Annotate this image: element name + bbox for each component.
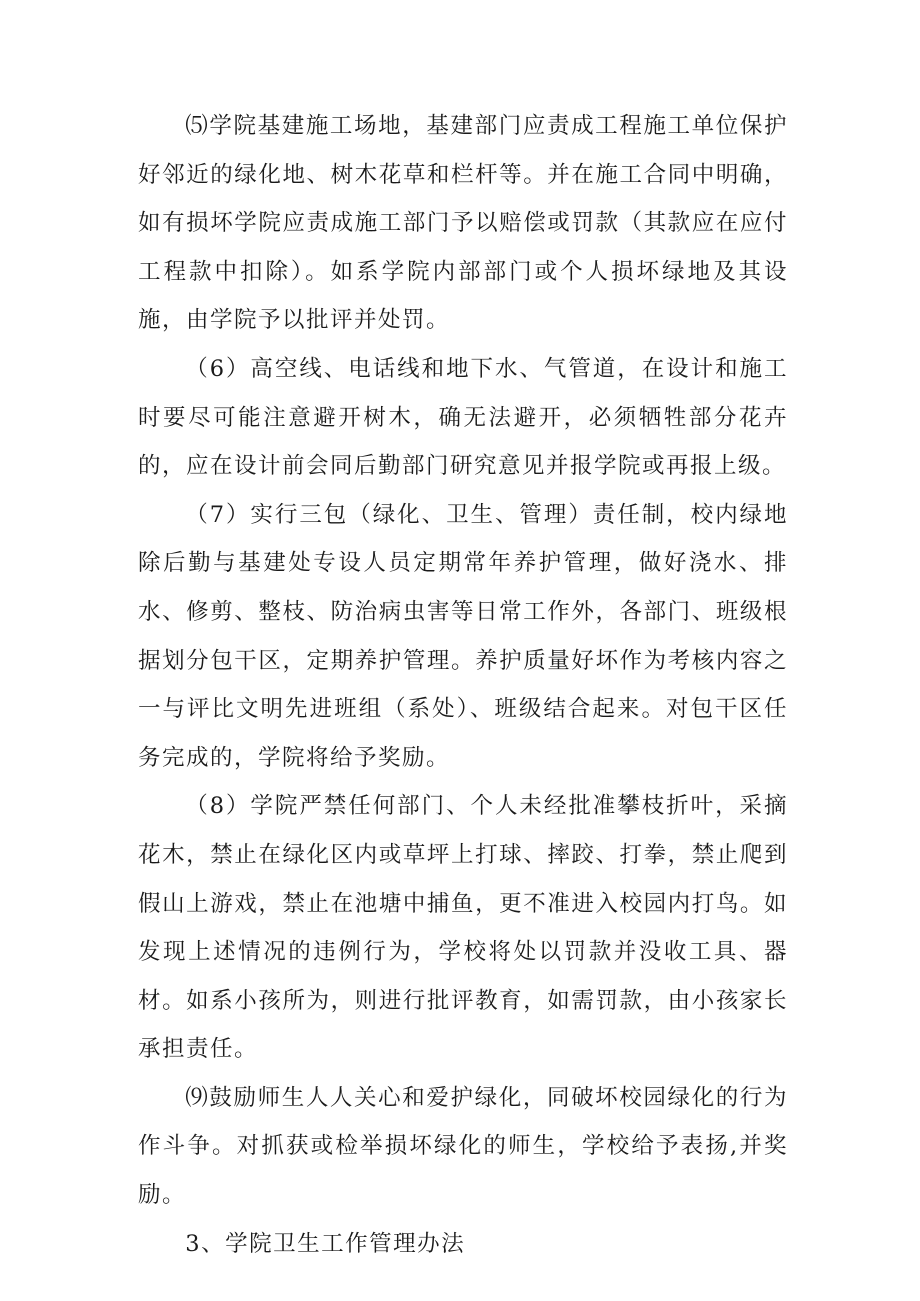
document-body [138, 102, 788, 1268]
paragraph-item-6: （6）高空线、电话线和地下水、气管道，在设计和施工时要尽可能注意避开树木，确无法避开，必须牺牲部分花卉的，应在设计前会同后勤部门研究意见并报学院或再报上级。 [138, 355, 788, 480]
section-heading: 3、学院卫生工作管理办法 [185, 1230, 466, 1257]
paragraph-item-8: （8）学院严禁任何部门、个人未经批准攀枝折叶，采摘花木，禁止在绿化区内或草坪上打球、摔跤、打拳，禁止爬到假山上游戏，禁止在池塘中捕鱼，更不准进入校园内打鸟。如发现上述情况的违例行为，学校将处以罚款并没收工具、器材。如系小孩所为，则进行批评教育，如需罚款，由小孩家长承担责任。 [138, 793, 788, 1063]
paragraph-item-7: （7）实行三包（绿化、卫生、管理）责任制，校内绿地除后勤与基建处专设人员定期常年养护管理，做好浇水、排水、修剪、整枝、防治病虫害等日常工作外，各部门、班级根据划分包干区，定期养护管理。养护质量好坏作为考核内容之一与评比文明先进班组（系处）、班级结合起来。对包干区任务完成的，学院将给予奖励。 [138, 501, 788, 771]
paragraph-item-5: ⑸学院基建施工场地，基建部门应责成工程施工单位保护好邻近的绿化地、树木花草和栏杆等。并在施工合同中明确，如有损坏学院应责成施工部门予以赔偿或罚款（其款应在应付工程款中扣除）。如系学院内部部门或个人损坏绿地及其设施，由学院予以批评并处罚。 [138, 113, 788, 334]
paragraph-item-9: ⑼鼓励师生人人关心和爱护绿化，同破坏校园绿化的行为作斗争。对抓获或检举损坏绿化的师生，学校给予表扬,并奖励。 [138, 1084, 788, 1209]
